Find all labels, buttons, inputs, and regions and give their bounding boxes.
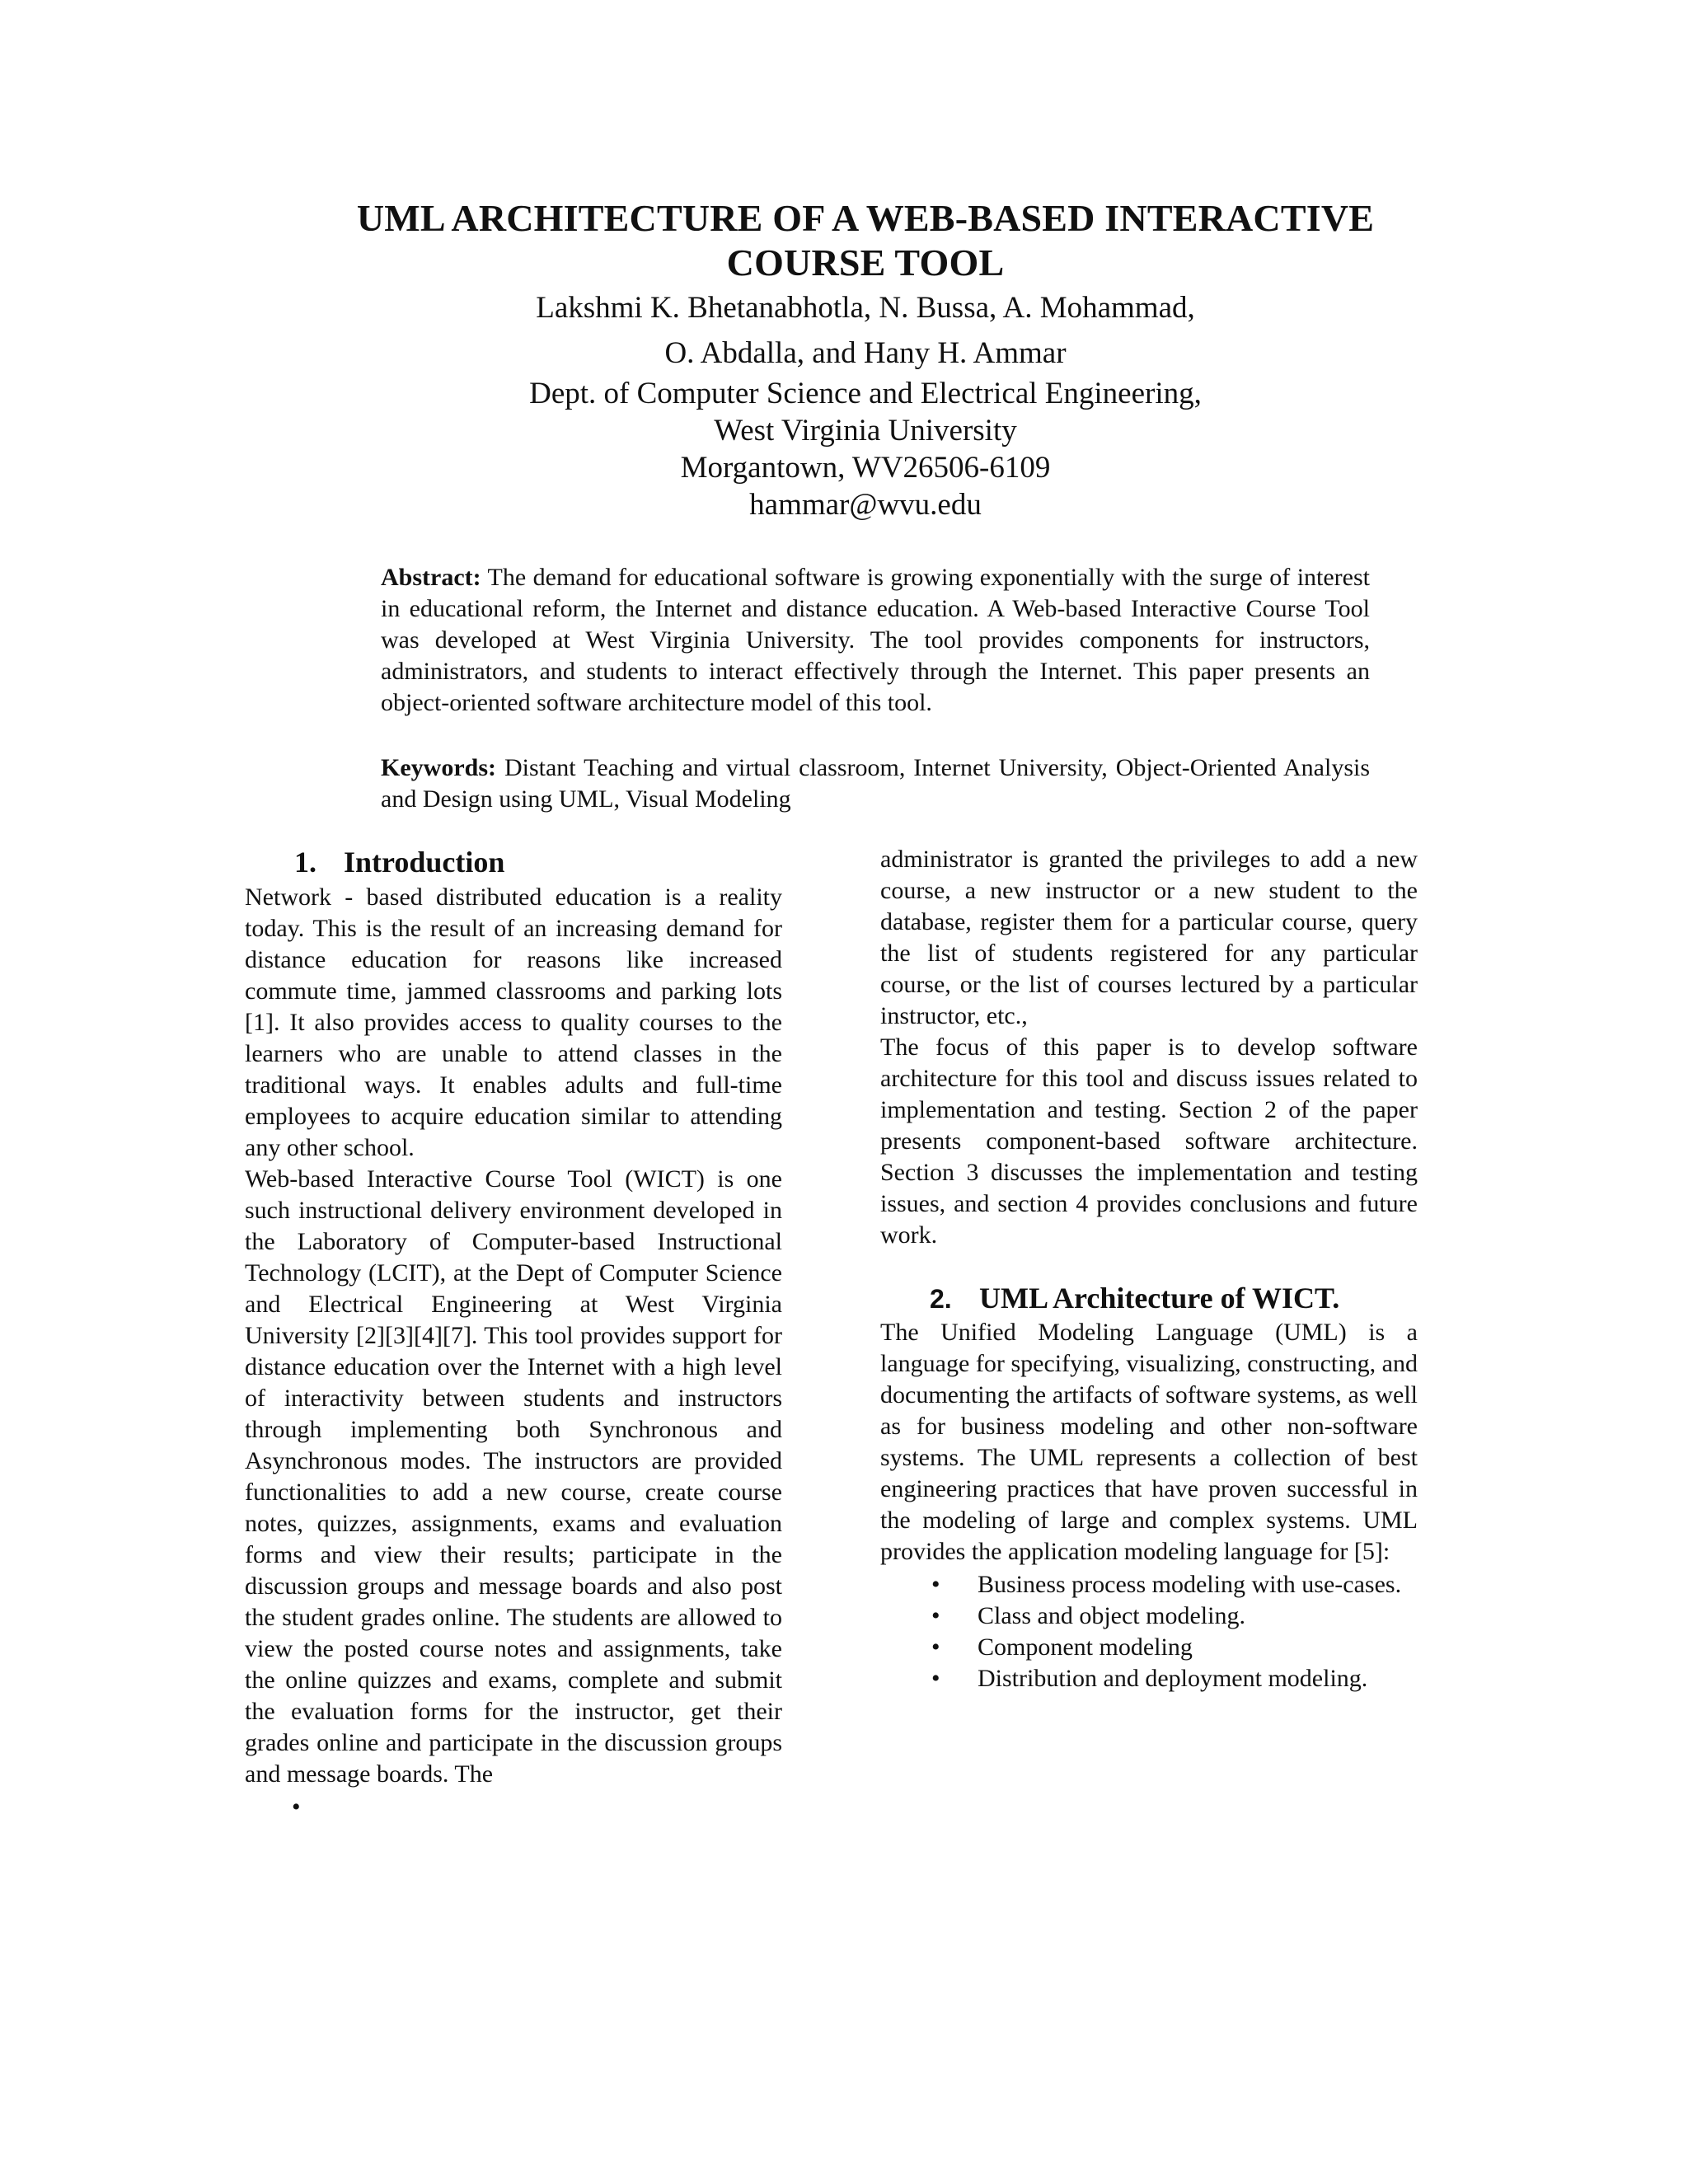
abstract-text: The demand for educational software is growing exponentially with the surge of interest in educational reform, the Internet and distance education. A Web-based Interactive Course Tool was developed at West Virginia University. The tool provides components for instructors, administrators, and students to interact effectively through the Internet. This paper presents an object-oriented software architecture model of this tool.: [381, 564, 1370, 716]
affiliation-line-3: Morgantown, WV26506-6109: [680, 451, 1051, 485]
affiliation-line-1: Dept. of Computer Science and Electrical Engineering,: [529, 377, 1202, 410]
list-item-text: Class and object modeling.: [978, 1602, 1245, 1629]
keywords: [381, 752, 1370, 815]
list-item-text: Component modeling: [978, 1633, 1193, 1661]
section-2-heading: [880, 1280, 1418, 1317]
abstract-label: Abstract:: [381, 564, 481, 591]
keywords-label: Keywords:: [381, 754, 496, 781]
stray-bullet: •: [292, 1793, 301, 1821]
author-list: [247, 289, 1484, 372]
list-item: [880, 1569, 1418, 1601]
abstract: [381, 562, 1370, 719]
uml-paragraph-1: The Unified Modeling Language (UML) is a language for specifying, visualizing, constructing, and documenting the artifacts of software systems, as well as for business modeling and other non-software systems. The UML represents a collection of best engineering practices that have proven successful in the modeling of large and complex systems. UML provides the application modeling language for [5]:: [880, 1319, 1418, 1565]
keywords-text: Distant Teaching and virtual classroom, Internet University, Object-Oriented Analysis and Design using UML, Visual Modeling: [381, 754, 1371, 813]
author-email: hammar@wvu.edu: [749, 488, 982, 522]
authors-line-2: O. Abdalla, and Hany H. Ammar: [664, 336, 1067, 370]
section-2-title: UML Architecture of WICT.: [979, 1282, 1340, 1315]
list-item-text: Business process modeling with use-cases.: [978, 1571, 1402, 1598]
intro-paragraph-3: administrator is granted the privileges to add a new course, a new instructor or a new student to the database, register them for a particular course, query the list of students registered for any particular course, or the list of courses lectured by a particular instructor, etc.,: [880, 846, 1418, 1029]
bullet-icon: •: [931, 1665, 940, 1692]
title-block: [247, 196, 1484, 523]
bullet-icon: •: [931, 1571, 940, 1598]
intro-paragraph-1: Network - based distributed education is a reality today. This is the result of an increasing demand for distance education for reasons like increased commute time, jammed classrooms and parking lots [1]. It also provides access to quality courses to the learners who are unable to attend classes in the traditional ways. It enables adults and full-time employees to acquire education similar to attending any other school.: [245, 883, 782, 1161]
affiliation-line-2: West Virginia University: [714, 414, 1017, 448]
list-item: [880, 1663, 1418, 1694]
bullet-icon: •: [931, 1602, 940, 1629]
bullet-icon: •: [931, 1633, 940, 1661]
list-item: [880, 1632, 1418, 1663]
section-1-number: 1.: [294, 846, 316, 879]
title-line-1: UML ARCHITECTURE OF A WEB-BASED INTERACTIVE: [356, 197, 1375, 239]
uml-modeling-list: [880, 1569, 1418, 1694]
paper-title: [247, 196, 1484, 285]
section-1-heading: [245, 844, 782, 880]
left-column: [245, 844, 782, 1823]
right-column: [880, 844, 1418, 1694]
intro-paragraph-4: The focus of this paper is to develop software architecture for this tool and discuss issues related to implementation and testing. Section 2 of the paper presents component-based software architecture. Section 3 discusses the implementation and testing issues, and section 4 provides conclusions and future work.: [880, 1033, 1418, 1249]
section-2-number: 2.: [930, 1284, 952, 1314]
title-line-2: COURSE TOOL: [726, 241, 1005, 284]
list-item-text: Distribution and deployment modeling.: [978, 1665, 1368, 1692]
list-item: [880, 1601, 1418, 1632]
intro-paragraph-2: Web-based Interactive Course Tool (WICT) is one such instructional delivery environment developed in the Laboratory of Computer-based Instructional Technology (LCIT), at the Dept of Computer Science and Electrical Engineering at West Virginia University [2][3][4][7]. This tool provides support for distance education over the Internet with a high level of interactivity between students and instructors through implementing both Synchronous and Asynchronous modes. The instructors are provided functionalities to add a new course, create course notes, quizzes, assignments, exams and evaluation forms and view their results; participate in the discussion groups and message boards and also post the student grades online. The students are allowed to view the posted course notes and assignments, take the online quizzes and exams, complete and submit the evaluation forms for the instructor, get their grades online and participate in the discussion groups and message boards. The: [245, 1165, 782, 1788]
affiliation: [247, 375, 1484, 523]
authors-line-1: Lakshmi K. Bhetanabhotla, N. Bussa, A. Mohammad,: [536, 291, 1195, 325]
section-1-title: Introduction: [344, 846, 505, 879]
